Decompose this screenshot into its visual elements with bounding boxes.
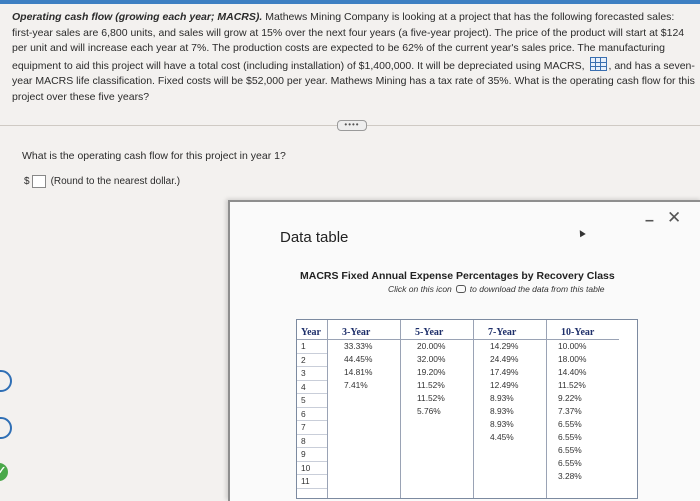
rate-cell: 17.49%	[490, 367, 519, 377]
rate-cell: 4.45%	[490, 432, 514, 442]
minimize-button[interactable]: –	[645, 212, 654, 229]
rate-cell: 11.52%	[417, 380, 445, 390]
expand-more-button[interactable]: ••••	[337, 120, 367, 131]
rate-cell: 6.55%	[558, 445, 582, 455]
rate-cell: 5.76%	[417, 406, 441, 416]
subtitle-text-post: to download the data from this table	[469, 284, 605, 294]
subtitle-text-pre: Click on this icon	[388, 284, 452, 294]
column-header: Year	[297, 320, 327, 340]
rate-cell: 8.93%	[490, 406, 514, 416]
rate-cell: 10.00%	[558, 341, 587, 351]
year-column	[297, 320, 328, 498]
column-header: 7-Year	[474, 320, 546, 340]
dialog-title: Data table	[280, 229, 349, 246]
year-cell: 2	[297, 354, 327, 368]
year-cell: 5	[297, 394, 327, 408]
year-cell: 6	[297, 408, 327, 422]
rate-cell: 14.81%	[344, 367, 373, 377]
table-subtitle	[388, 284, 604, 294]
year-cell: 10	[297, 462, 327, 476]
rate-cell: 6.55%	[558, 432, 582, 442]
download-icon[interactable]	[456, 285, 466, 293]
close-button[interactable]: ✕	[667, 208, 682, 227]
year-cell: 3	[297, 367, 327, 381]
rate-cell: 18.00%	[558, 354, 587, 364]
rate-cell: 9.22%	[558, 393, 582, 403]
seven-year-column	[474, 320, 547, 498]
rate-cell: 12.49%	[490, 380, 519, 390]
column-header: 3-Year	[328, 320, 400, 340]
rate-cell: 11.52%	[417, 393, 445, 403]
problem-statement	[12, 10, 696, 106]
data-table-dialog	[228, 200, 700, 501]
ten-year-column	[547, 320, 619, 498]
rate-cell: 20.00%	[417, 341, 446, 351]
macrs-table	[296, 319, 638, 499]
year-cell: 8	[297, 435, 327, 449]
rate-cell: 14.40%	[558, 367, 587, 377]
rate-cell: 8.93%	[490, 393, 514, 403]
problem-text-part-2: , and has a seven-year MACRS life classification. Fixed costs will be $52,000 per year. Mathews Mining has a tax rate of 35%. What is the operating cash flow for this project over these five years?	[12, 59, 695, 103]
top-accent-bar	[0, 0, 700, 4]
column-header: 10-Year	[547, 320, 619, 340]
rate-cell: 14.29%	[490, 341, 519, 351]
rate-cell: 33.33%	[344, 341, 373, 351]
year-cell: 11	[297, 475, 327, 489]
answer-input[interactable]	[32, 175, 46, 188]
three-year-column	[328, 320, 401, 498]
rate-cell: 3.28%	[558, 471, 582, 481]
rate-cell: 24.49%	[490, 354, 519, 364]
rate-cell: 6.55%	[558, 458, 582, 468]
year-cell: 9	[297, 448, 327, 462]
mouse-cursor-icon: ▲	[573, 225, 590, 241]
answer-hint: (Round to the nearest dollar.)	[50, 176, 181, 187]
five-year-column	[401, 320, 474, 498]
year-cell: 7	[297, 421, 327, 435]
question-complete-check-icon[interactable]	[0, 463, 8, 481]
question-status-icon[interactable]	[0, 370, 12, 392]
problem-text-part-1: Mathews Mining Company is looking at a project that has the following forecasted sales: first-year sales are 6,800 units, and sales will grow at 15% over the next four years (a five-year project). The price of the product will start at $124 per unit and will increase each year at 7%. The production costs are expected to be 62% of the current year's sales price. The manufacturing equipment to aid this project will have a total cost (including installation) of $1,400,000. It will be depreciated using MACRS,	[12, 11, 685, 72]
rate-cell: 6.55%	[558, 419, 582, 429]
column-header: 5-Year	[401, 320, 473, 340]
rate-cell: 19.20%	[417, 367, 446, 377]
rate-cell: 7.37%	[558, 406, 582, 416]
year-cell: 1	[297, 340, 327, 354]
data-table-icon[interactable]	[590, 57, 607, 71]
question-text: What is the operating cash flow for this project in year 1?	[22, 150, 286, 162]
currency-symbol: $	[24, 176, 30, 187]
rate-cell: 7.41%	[344, 380, 368, 390]
table-title: MACRS Fixed Annual Expense Percentages by Recovery Class	[300, 270, 615, 282]
problem-title: Operating cash flow (growing each year; MACRS).	[12, 11, 263, 23]
rate-cell: 11.52%	[558, 380, 586, 390]
rate-cell: 44.45%	[344, 354, 373, 364]
answer-row	[24, 175, 180, 188]
rate-cell: 32.00%	[417, 354, 446, 364]
year-cell: 4	[297, 381, 327, 395]
question-status-icon[interactable]	[0, 417, 12, 439]
rate-cell: 8.93%	[490, 419, 514, 429]
